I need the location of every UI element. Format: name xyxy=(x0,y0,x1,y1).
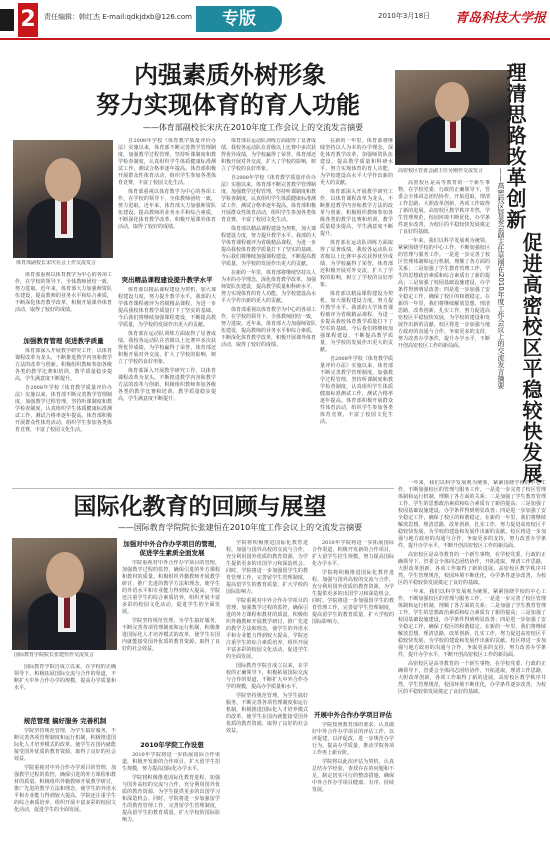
paragraph: 体育部在运动队训练方面取得了显著成绩。我校各运动队在省级以上比赛中多次获得优异成绩，为学校赢得了荣誉。体育部还积极开展对外交流，扩大了学校的影响，树立了学校的良好形象。 xyxy=(118,331,216,365)
paragraph: 学院将积极推进国际化教育进程，加强与国外高校的交流与合作，充分利用国外优质的教育资源，为学生提供更多的出国学习和深造机会。同时，学院将进一步加强留学生的教育管理工作，完善留学生管理制度，提高留学生的教育质量，扩大学校的国际影响力。 xyxy=(122,775,220,823)
article2-headline: 国际化教育的回顾与展望 xyxy=(73,494,327,520)
right-article-headline-line2: 促进高密校区平稳较快发展 xyxy=(519,232,543,484)
paragraph: 体育部重视以体育教学为中心的各项工作，在学校的领导下，全体教师团结一致，努力进取。近年来，体育部大力加强师资队伍建设，提高教师的业务水平和综合素质，不断深化体育教学改革，积极开展课外体育活动，取得了较好的成绩。 xyxy=(221,307,316,348)
right-article-headline-line1: 理清思路改革创新 xyxy=(503,62,527,230)
right-article-subhead: ——高密校区管委会副主任吴刚在2010年度工作会议上的交流发言摘要 xyxy=(497,168,505,389)
article1-text-column xyxy=(221,138,316,478)
paragraph: 体育部以精品课程建设为契机，加大课程建设力度，努力提升教学水平。我部的大学体育课程被评为省级精品课程，为进一步提高我校体育教学质量打下了坚实的基础。今后我们将继续加强课程建设，不断提高教学质量，为学校的发展作出更大的贡献。 xyxy=(320,291,393,353)
right-article-portrait-photo xyxy=(395,70,510,165)
article2-subhead: ——国际教育学院院长张建恒在2010年度工作会议上的交流发言摘要 xyxy=(117,523,363,532)
paragraph: 一年来，我们以科学发展观为统领，紧紧围绕学校的中心工作，不断加强校区的管理与服务工作。一是进一步完善了校区管理体制和运行机制，理顺了各方面的关系；二是加强了学生教育管理工作，学生的思想政治素质和综合素质有了新的提高；三是加强了校园基础设施建设，办学条件得到明显改善；四是进一步加强了安全稳定工作，确保了校区的和谐稳定。在新的一年里，我们将继续解放思想，理清思路，改革创新，扎实工作，努力促进高密校区平稳较快发展，为学校的建设和发展作出新的贡献。校区将进一步加强与地方政府的沟通与合作，争取更多的支持，努力改善办学条件，提升办学水平，不断开创高密校区工作的新局面。 xyxy=(398,589,546,658)
article2-section-heading: 加强对中外合作办学项目的管理，促进学生素质全面发展 xyxy=(123,540,221,557)
paragraph: 高密校区是高等教育的一个新生事物，在学校党委、行政的正确领导下，管委会全体同志团结协作，开拓进取，理清工作思路，大胆改革创新，各项工作取得了新的进展。高密校区教学秩序井然，学生管理规范，校园环境不断优化，办学条件逐步改善，为校区的平稳较快发展奠定了良好的基础。 xyxy=(398,552,546,586)
paragraph: 2010年学院将进一步拓展国际合作渠道，积极开发新的合作项目，扩大留学生招生规模，努力提高国际化办学水平。 xyxy=(122,752,220,772)
article1-text-column xyxy=(15,272,112,336)
paragraph: 自2008年学校《体育教学质量评价办法》实施以来，体育部不断完善教学管理制度，加强教学过程管理，坚持听课制度和教学检查制度，认真组织学生体质健康标准测试工作，测试合格率逐年提高。体育部积极开展群众性体育活动，组织学生参加各类体育竞赛，丰富了校园文化生活。 xyxy=(15,385,112,433)
corner-mark xyxy=(0,9,14,31)
article2-text-column xyxy=(226,540,308,858)
paragraph: 学院重视对中外合作办学项目的管理，加强教学过程的监控，确保引进的外方课程和教材的质量。积极组织外籍教师开展教学研讨，推广先进的教学方法和理念，使学生的外语水平和专业能力得到较大提高。学院还注重学生的综合素质培养，组织开展丰富多彩的校园文化活动，促进学生的全面发展。 xyxy=(122,560,220,615)
header-rule xyxy=(0,38,550,40)
paragraph: 学院将积极推进国际化教育进程，加强与国外高校的交流与合作，充分利用国外优质的教育资源，为学生提供更多的出国学习和深造机会。同时，学院将进一步加强留学生的教育管理工作，完善留学生管理制度，提高留学生的教育质量，扩大学校的国际影响力。 xyxy=(312,570,394,625)
article1-section-heading: 突出精品课程建设提升教学水平 xyxy=(121,276,213,284)
paragraph: 自2008年学校《体育教学质量评价办法》实施以来，体育部不断完善教学管理制度，加强教学过程管理，坚持听课制度和教学检查制度，认真组织学生体质健康标准测试工作，测试合格率逐年提高。体育部积极开展群众性体育活动，组织学生参加各类体育竞赛，丰富了校园文化生活。 xyxy=(118,138,216,186)
article2-section-heading: 开展中外合作办学项目评估 xyxy=(314,711,392,719)
article1-headline-line1: 内强素质外树形象 xyxy=(134,61,326,89)
article1-section-heading: 加强教育管理 促进教学质量 xyxy=(23,337,104,345)
editor-line: 责任编辑：韩红杰 E-mail:qdkjdxb@126.com xyxy=(44,13,192,21)
paragraph: 学院坚持规范管理，为学生搞好服务，不断完善各项管理制度和运行机制，积极推进国际化人才培养模式的改革，使学生在国内就能接受国外优质的教育资源，取得了良好的社会效益。 xyxy=(226,693,308,734)
article1-subhead: ——体育部副校长宋庆在2010年度工作会议上的交流发言摘要 xyxy=(142,123,364,132)
paragraph: 在新的一年里，体育部将继续坚持以人为本的办学理念，深化体育教学改革，加强师资队伍建设，提高教学质量和科研水平，努力实现体育的育人功能，为学校建设高水平大学作出新的更大的贡献。 xyxy=(320,138,393,186)
article2-text-column xyxy=(312,540,394,710)
paragraph: 自2008年学校《体育教学质量评价办法》实施以来，体育部不断完善教学管理制度，加强教学过程管理，坚持听课制度和教学检查制度，认真组织学生体质健康标准测试工作，测试合格率逐年提高。体育部积极开展群众性体育活动，组织学生参加各类体育竞赛，丰富了校园文化生活。 xyxy=(221,175,316,223)
paragraph: 2010年学院将进一步拓展国际合作渠道，积极开发新的合作项目，扩大留学生招生规模，努力提高国际化办学水平。 xyxy=(312,540,394,567)
paragraph: 一年来，我们以科学发展观为统领，紧紧围绕学校的中心工作，不断加强校区的管理与服务工作。一是进一步完善了校区管理体制和运行机制，理顺了各方面的关系；二是加强了学生教育管理工作，学生的思想政治素质和综合素质有了新的提高；三是加强了校园基础设施建设，办学条件得到明显改善；四是进一步加强了安全稳定工作，确保了校区的和谐稳定。在新的一年里，我们将继续解放思想，理清思路，改革创新，扎实工作，努力促进高密校区平稳较快发展，为学校的建设和发展作出新的贡献。校区将进一步加强与地方政府的沟通与合作，争取更多的支持，努力改善办学条件，提升办学水平，不断开创高密校区工作的新局面。 xyxy=(398,480,546,549)
paragraph: 高密校区是高等教育的一个新生事物，在学校党委、行政的正确领导下，管委会全体同志团结协作，开拓进取，理清工作思路，大胆改革创新，各项工作取得了新的进展。高密校区教学秩序井然，学生管理规范，校园环境不断优化，办学条件逐步改善，为校区的平稳较快发展奠定了良好的基础。 xyxy=(398,180,490,235)
paragraph: 学院重视对中外合作办学项目的管理，加强教学过程的监控，确保引进的外方课程和教材的质量。积极组织外籍教师开展教学研讨，推广先进的教学方法和理念，使学生的外语水平和专业能力得到较大提高。学院还注重学生的综合素质培养，组织开展丰富多彩的校园文化活动，促进学生的全面发展。 xyxy=(226,598,308,660)
paragraph: 在新的一年里，体育部将继续坚持以人为本的办学理念，深化体育教学改革，加强师资队伍建设，提高教学质量和科研水平，努力实现体育的育人功能，为学校建设高水平大学作出新的更大的贡献。 xyxy=(221,270,316,304)
article2-text-column xyxy=(122,752,220,858)
paragraph: 学院坚持规范管理，为学生搞好服务，不断完善各项管理制度和运行机制，积极推进国际化人才培养模式的改革，使学生在国内就能接受国外优质的教育资源，取得了良好的社会效益。 xyxy=(122,618,220,652)
paragraph: 学院坚持规范管理，为学生搞好服务，不断完善各项管理制度和运行机制，积极推进国际化人才培养模式的改革，使学生在国内就能接受国外优质的教育资源，取得了良好的社会效益。 xyxy=(14,728,116,762)
article1-text-column xyxy=(118,287,216,478)
article2-section-heading: 2010年学院工作设想 xyxy=(140,741,204,749)
article1-photo-caption: 体育部副校长宋庆在会上作交流发言 xyxy=(16,260,97,266)
article2-text-column xyxy=(312,722,394,858)
section-tab: 专版 xyxy=(196,6,282,32)
page-number: 2 xyxy=(18,3,38,37)
paragraph: 国际教育学院自成立以来，在学校的正确领导下，积极拓展国际交流与合作的渠道，不断扩大中外合作办学的规模，提高办学质量和水平。 xyxy=(226,663,308,690)
article1-text-column xyxy=(15,348,112,478)
paragraph: 体育部以精品课程建设为契机，加大课程建设力度，努力提升教学水平。我部的大学体育课程被评为省级精品课程，为进一步提高我校体育教学质量打下了坚实的基础。今后我们将继续加强课程建设，不断提高教学质量，为学校的发展作出更大的贡献。 xyxy=(221,226,316,267)
issue-date: 2010年3月18日 xyxy=(378,12,431,20)
paragraph: 高密校区是高等教育的一个新生事物，在学校党委、行政的正确领导下，管委会全体同志团结协作，开拓进取，理清工作思路，大胆改革创新，各项工作取得了新的进展。高密校区教学秩序井然，学生管理规范，校园环境不断优化，办学条件逐步改善，为校区的平稳较快发展奠定了良好的基础。 xyxy=(398,661,546,695)
article-divider xyxy=(12,488,394,489)
article2-text-column xyxy=(14,728,116,858)
article2-text-column xyxy=(122,560,220,740)
article1-headline-line2: 努力实现体育的育人功能 xyxy=(96,91,360,119)
paragraph: 体育部以精品课程建设为契机，加大课程建设力度，努力提升教学水平。我部的大学体育课程被评为省级精品课程，为进一步提高我校体育教学质量打下了坚实的基础。今后我们将继续加强课程建设，不断提高教学质量，为学校的发展作出更大的贡献。 xyxy=(118,287,216,328)
paragraph: 一年来，我们以科学发展观为统领，紧紧围绕学校的中心工作，不断加强校区的管理与服务工作。一是进一步完善了校区管理体制和运行机制，理顺了各方面的关系；二是加强了学生教育管理工作，学生的思想政治素质和综合素质有了新的提高；三是加强了校园基础设施建设，办学条件得到明显改善；四是进一步加强了安全稳定工作，确保了校区的和谐稳定。在新的一年里，我们将继续解放思想，理清思路，改革创新，扎实工作，努力促进高密校区平稳较快发展，为学校的建设和发展作出新的贡献。校区将进一步加强与地方政府的沟通与合作，争取更多的支持，努力改善办学条件，提升办学水平，不断开创高密校区工作的新局面。 xyxy=(398,238,490,349)
article2-text-column xyxy=(14,664,116,716)
paragraph: 体育部重视以体育教学为中心的各项工作，在学校的领导下，全体教师团结一致，努力进取。近年来，体育部大力加强师资队伍建设，提高教师的业务水平和综合素质，不断深化体育教学改革，积极开展课外体育活动，取得了较好的成绩。 xyxy=(118,189,216,230)
paragraph: 学院将积极推进国际化教育进程，加强与国外高校的交流与合作，充分利用国外优质的教育资源，为学生提供更多的出国学习和深造机会。同时，学院将进一步加强留学生的教育管理工作，完善留学生管理制度，提高留学生的教育质量，扩大学校的国际影响力。 xyxy=(226,540,308,595)
paragraph: 国际教育学院自成立以来，在学校的正确领导下，积极拓展国际交流与合作的渠道，不断扩大中外合作办学的规模，提高办学质量和水平。 xyxy=(14,664,116,691)
article1-text-column xyxy=(320,138,393,478)
article1-text-column xyxy=(118,138,216,274)
paragraph: 体育部深入开展教学研究工作，以体育课程改革为龙头，不断推进教学内容和教学方法的改革与创新。积极组织教师参加各级各类的教学比赛和培训，教学质量稳步提高，学生满意度不断提升。 xyxy=(320,189,393,237)
paragraph: 学院将以此次评估为契机，认真总结办学经验，查找存在的问题和不足，制定切实可行的整改措施，确保中外合作办学项目健康、有序、持续发展。 xyxy=(312,759,394,793)
paragraph: 体育部在运动队训练方面取得了显著成绩。我校各运动队在省级以上比赛中多次获得优异成绩，为学校赢得了荣誉。体育部还积极开展对外交流，扩大了学校的影响，树立了学校的良好形象。 xyxy=(320,240,393,288)
article2-section-heading: 规范管理 搞好服务 完善机制 xyxy=(23,717,107,725)
paragraph: 自2008年学校《体育教学质量评价办法》实施以来，体育部不断完善教学管理制度，加强教学过程管理，坚持听课制度和教学检查制度，认真组织学生体质健康标准测试工作，测试合格率逐年提高。体育部积极开展群众性体育活动，组织学生参加各类体育竞赛，丰富了校园文化生活。 xyxy=(320,356,393,425)
article1-portrait-photo xyxy=(13,140,113,258)
paragraph: 学院重视对中外合作办学项目的管理，加强教学过程的监控，确保引进的外方课程和教材的质量。积极组织外籍教师开展教学研讨，推广先进的教学方法和理念，使学生的外语水平和专业能力得到较大提高。学院还注重学生的综合素质培养，组织开展丰富多彩的校园文化活动，促进学生的全面发展。 xyxy=(14,765,116,813)
right-article-text-column xyxy=(398,480,546,858)
paragraph: 体育部在运动队训练方面取得了显著成绩。我校各运动队在省级以上比赛中多次获得优异成绩，为学校赢得了荣誉。体育部还积极开展对外交流，扩大了学校的影响，树立了学校的良好形象。 xyxy=(221,138,316,172)
right-article-text-column xyxy=(398,180,490,480)
paragraph: 体育部深入开展教学研究工作，以体育课程改革为龙头，不断推进教学内容和教学方法的改革与创新。积极组织教师参加各级各类的教学比赛和培训，教学质量稳步提高，学生满意度不断提升。 xyxy=(15,348,112,382)
paragraph: 学院按照教育部的要求，认真做好中外合作办学项目的评估工作，以评促建，以评促改，进一步规范办学行为，提高办学质量，推动学院各项工作再上新台阶。 xyxy=(312,722,394,756)
paragraph: 体育部深入开展教学研究工作，以体育课程改革为龙头，不断推进教学内容和教学方法的改革与创新。积极组织教师参加各级各类的教学比赛和培训，教学质量稳步提高，学生满意度不断提升。 xyxy=(118,368,216,402)
masthead: 青岛科技大学报 xyxy=(454,11,546,26)
paragraph: 体育部重视以体育教学为中心的各项工作，在学校的领导下，全体教师团结一致，努力进取。近年来，体育部大力加强师资队伍建设，提高教师的业务水平和综合素质，不断深化体育教学改革，积极开展课外体育活动，取得了较好的成绩。 xyxy=(15,272,112,313)
article2-photo-caption: 国际教育学院院长张建恒作交流发言 xyxy=(14,652,95,658)
article2-portrait-photo xyxy=(12,538,117,650)
right-article-photo-caption: 高密校区管委会副主任吴刚作交流发言 xyxy=(398,168,484,174)
